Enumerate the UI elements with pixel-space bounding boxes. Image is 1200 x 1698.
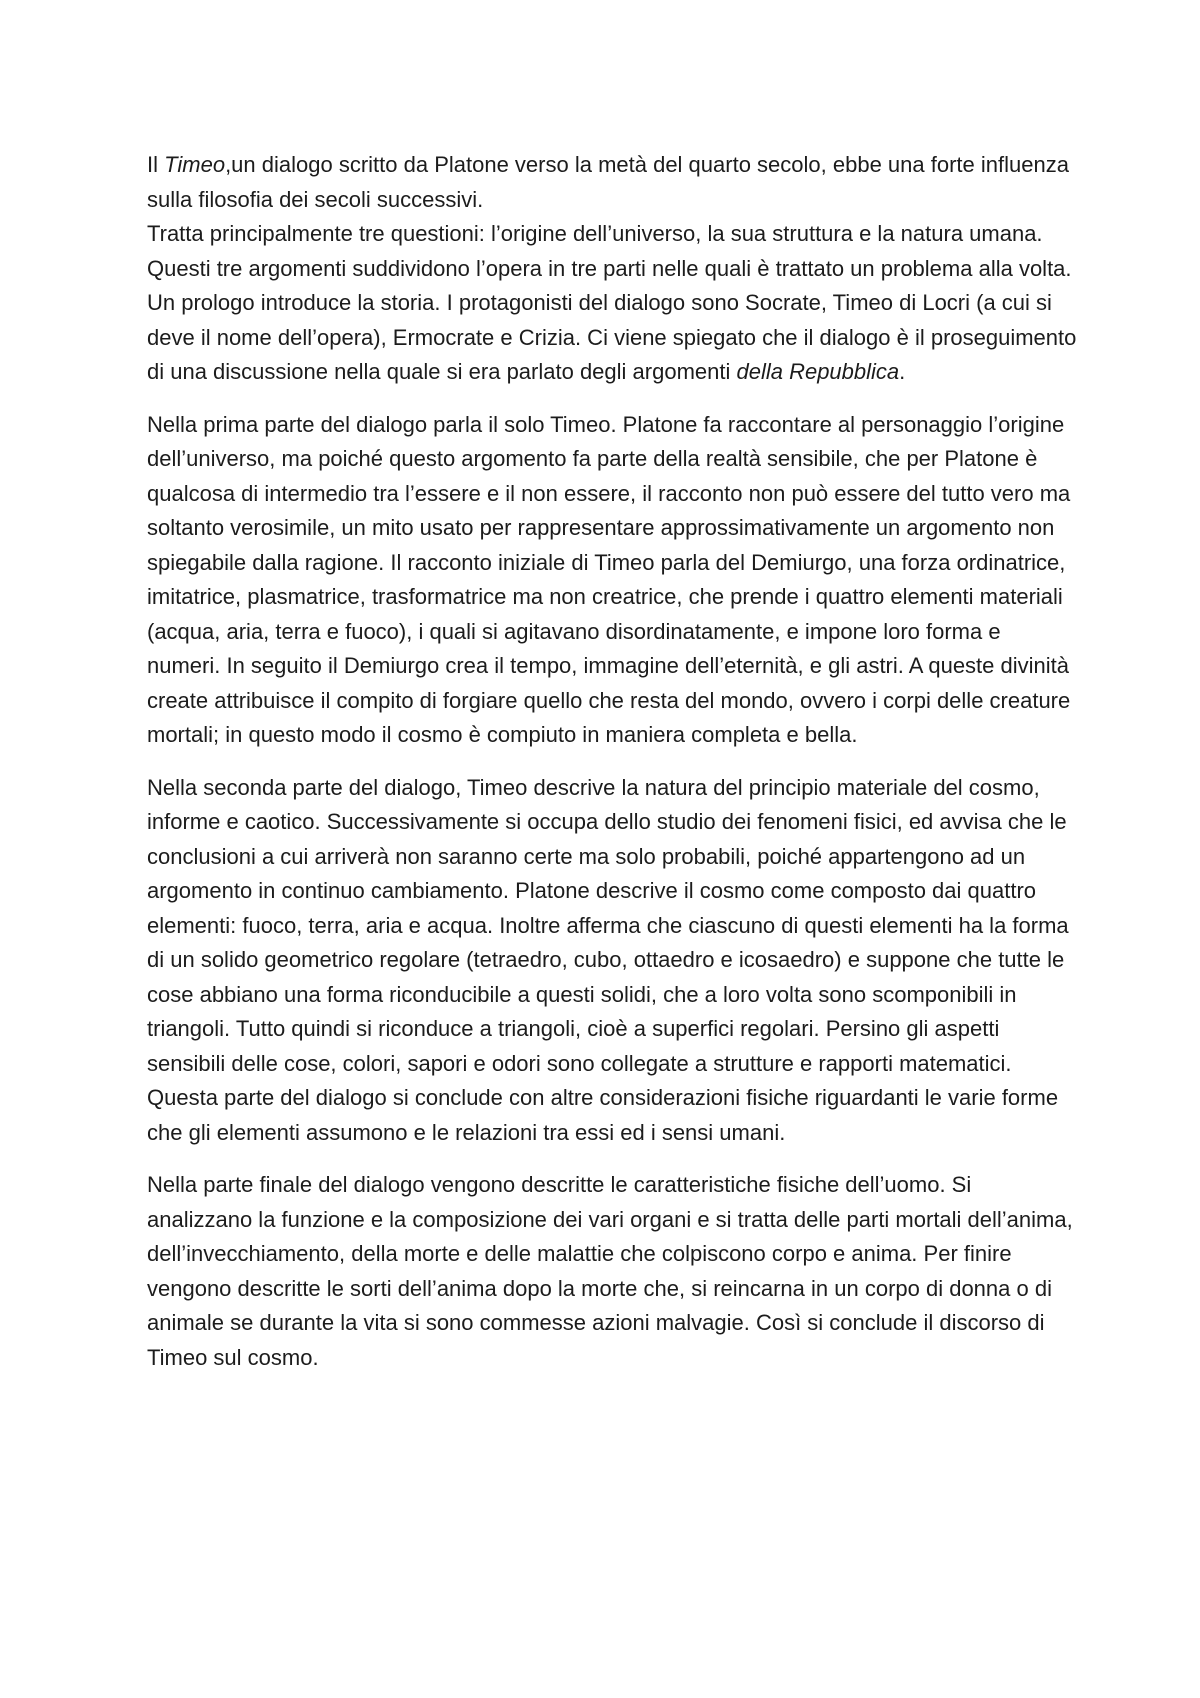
document-body [147, 148, 1077, 1393]
paragraph-intro [147, 148, 1077, 390]
paragraph-second-part: Nella seconda parte del dialogo, Timeo descrive la natura del principio materiale del cosmo, informe e caotico. Successivamente si occupa dello studio dei fenomeni fisici, ed avvisa che le conclusioni a cui arriverà non saranno certe ma solo probabili, poiché appartengono ad un argomento in continuo cambiamento. Platone descrive il cosmo come composto dai quattro elementi: fuoco, terra, aria e acqua. Inoltre afferma che ciascuno di questi elementi ha la forma di un solido geometrico regolare (tetraedro, cubo, ottaedro e icosaedro) e suppone che tutte le cose abbiano una forma riconducibile a questi solidi, che a loro volta sono scomponibili in triangoli. Tutto quindi si riconduce a triangoli, cioè a superfici regolari. Persino gli aspetti sensibili delle cose, colori, sapori e odori sono collegate a strutture e rapporti matematici. Questa parte del dialogo si conclude con altre considerazioni fisiche riguardanti le varie forme che gli elementi assumono e le relazioni tra essi ed i sensi umani. [147, 774, 1069, 1145]
title-timeo-italic: Timeo [164, 152, 226, 177]
paragraph-final-part: Nella parte finale del dialogo vengono descritte le caratteristiche fisiche dell’uomo. Si analizzano la funzione e la composizione dei vari organi e si tratta delle parti mortali dell’anima, dell’invecchiamento, della morte e delle malattie che colpiscono corpo e anima. Per finire vengono descritte le sorti dell’anima dopo la morte che, si reincarna in un corpo di donna o di animale se durante la vita si sono commesse azioni malvagie. Così si conclude il discorso di Timeo sul cosmo. [147, 1172, 1073, 1370]
intro-text-end: . [899, 359, 906, 384]
intro-text-start: Il [147, 152, 165, 177]
intro-text-continuation: ,un dialogo scritto da Platone verso la metà del quarto secolo, ebbe una forte influenza sulla filosofia dei secoli successivi. [147, 152, 1069, 212]
intro-text-topics: Tratta principalmente tre questioni: l’origine dell’universo, la sua struttura e la natura umana. Questi tre argomenti suddividono l’opera in tre parti nelle quali è trattato un problema alla volta. Un prologo introduce la storia. I protagonisti del dialogo sono Socrate, Timeo di Locri (a cui si deve il nome dell’opera), Ermocrate e Crizia. Ci viene spiegato che il dialogo è il proseguimento di una discussione nella quale si era parlato degli argomenti [147, 221, 1077, 384]
paragraph-first-part: Nella prima parte del dialogo parla il solo Timeo. Platone fa raccontare al personaggio l’origine dell’universo, ma poiché questo argomento fa parte della realtà sensibile, che per Platone è qualcosa di intermedio tra l’essere e il non essere, il racconto non può essere del tutto vero ma soltanto verosimile, un mito usato per rappresentare approssimativamente un argomento non spiegabile dalla ragione. Il racconto iniziale di Timeo parla del Demiurgo, una forza ordinatrice, imitatrice, plasmatrice, trasformatrice ma non creatrice, che prende i quattro elementi materiali (acqua, aria, terra e fuoco), i quali si agitavano disordinatamente, e impone loro forma e numeri. In seguito il Demiurgo crea il tempo, immagine dell’eternità, e gli astri. A queste divinità create attribuisce il compito di forgiare quello che resta del mondo, ovvero i corpi delle creature mortali; in questo modo il cosmo è compiuto in maniera completa e bella. [147, 411, 1071, 747]
title-repubblica-italic: della Repubblica [736, 359, 900, 384]
